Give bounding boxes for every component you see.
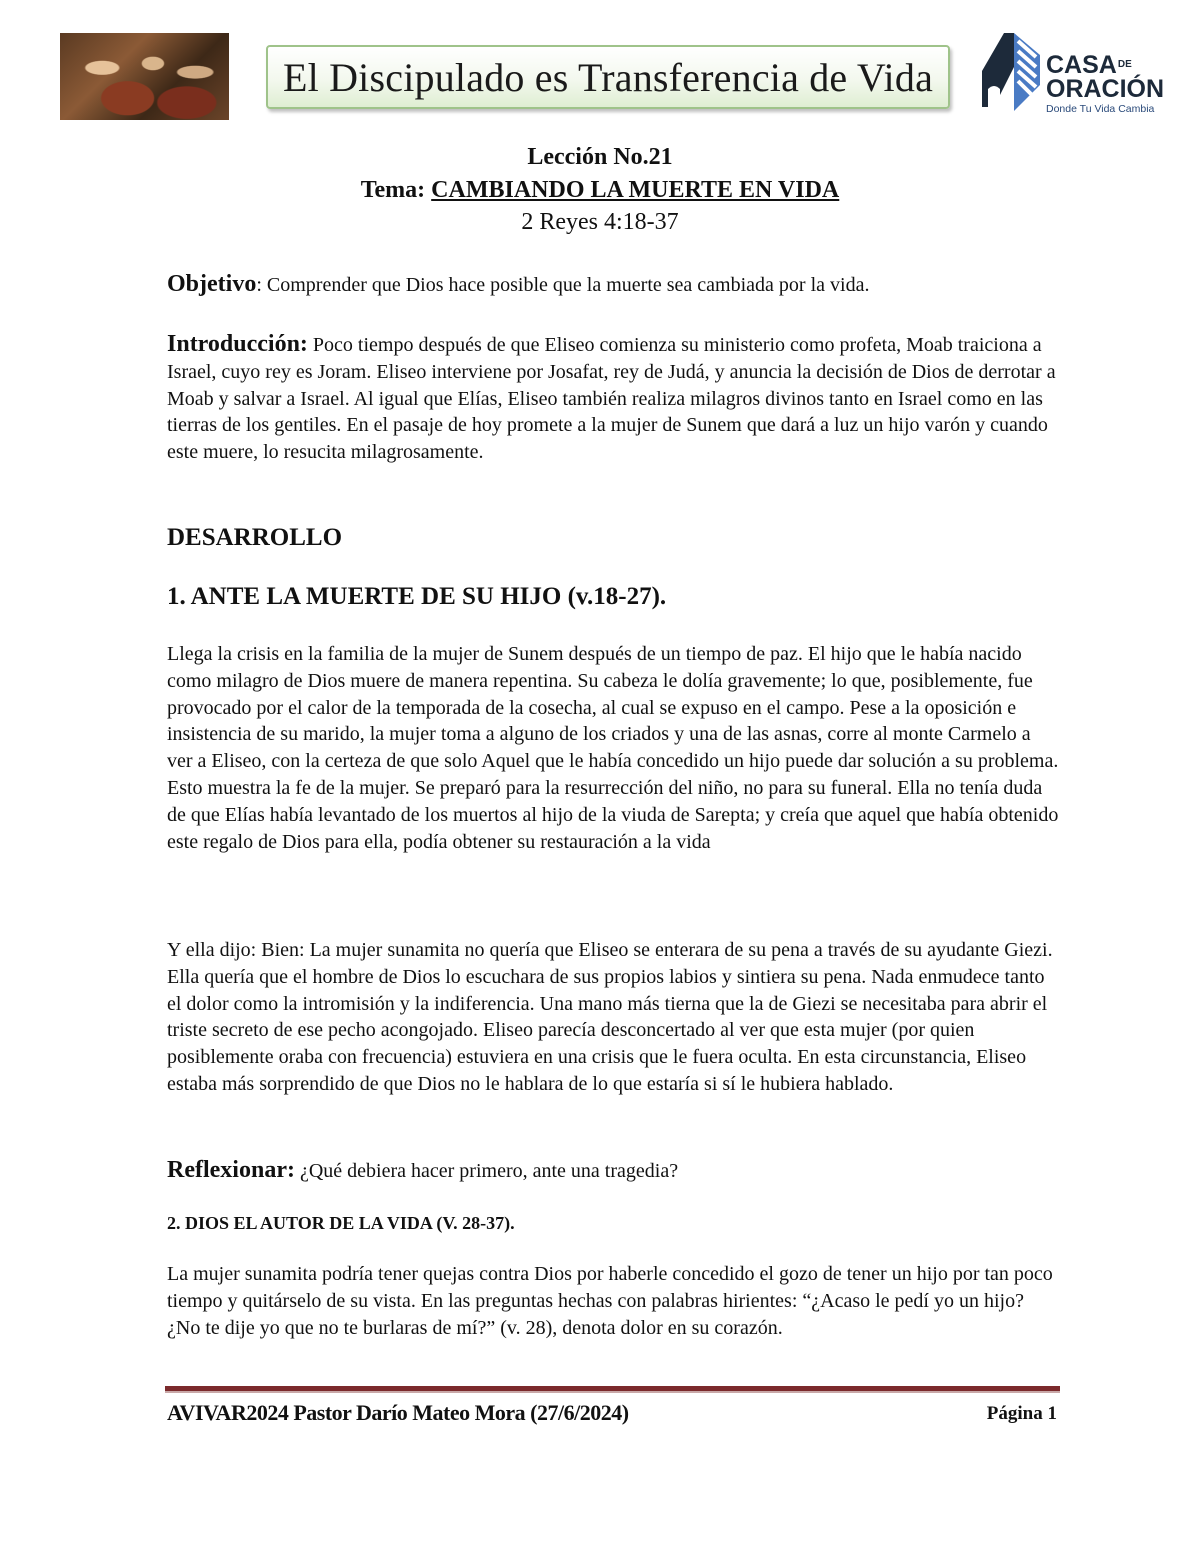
lesson-number: Lección No.21	[527, 144, 673, 170]
development-heading: DESARROLLO	[167, 524, 343, 551]
scripture-reference: 2 Reyes 4:18-37	[521, 209, 679, 235]
document-title-banner	[266, 45, 950, 109]
casa-de-oracion-logo	[974, 27, 1174, 119]
logo-mark-icon	[974, 27, 1048, 119]
reflection-text: ¿Qué debiera hacer primero, ante una tragedia?	[294, 1160, 679, 1182]
objective-label: Objetivo	[167, 271, 257, 297]
section-2-paragraph-1: La mujer sunamita podría tener quejas contra Dios por haberle concedido el gozo de tener un hijo por tan poco tiempo y quitárselo de su vista. En las preguntas hechas con palabras hirientes: “¿Acaso le pedí yo un hijo? ¿No te dije yo que no te burlaras de mí?” (v. 28), denota dolor en su corazón.	[167, 1263, 1053, 1339]
reflection-paragraph	[167, 1157, 1060, 1185]
logo-word-de: DE	[1117, 59, 1132, 70]
logo-word-casa: CASA	[1046, 51, 1117, 79]
document-title: El Discipulado es Transferencia de Vida	[282, 54, 934, 100]
logo-tagline: Donde Tu Vida Cambia	[1046, 103, 1155, 115]
introduction-paragraph	[167, 331, 1060, 466]
section-2-heading: 2. DIOS EL AUTOR DE LA VIDA (V. 28-37).	[167, 1213, 515, 1233]
lesson-topic	[0, 177, 1200, 204]
objective-text: : Comprender que Dios hace posible que la muerte sea cambiada por la vida.	[256, 274, 870, 296]
logo-word-oracion: ORACIÓN	[1046, 75, 1165, 103]
header-photo	[60, 33, 229, 120]
introduction-label: Introducción:	[167, 331, 308, 357]
lesson-topic-label: Tema:	[360, 177, 426, 203]
footer-author: AVIVAR2024 Pastor Darío Mateo Mora (27/6/2024)	[167, 1400, 629, 1425]
section-1-heading: 1. ANTE LA MUERTE DE SU HIJO (v.18-27).	[167, 583, 667, 610]
footer-divider	[165, 1386, 1060, 1391]
reflection-label: Reflexionar:	[167, 1157, 295, 1183]
section-1-paragraph-1: Llega la crisis en la familia de la mujer de Sunem después de un tiempo de paz. El hijo que le había nacido como milagro de Dios muere de manera repentina. Su cabeza le dolía gravemente; lo que, posiblemente, fue provocado por el calor de la temporada de la cosecha, al cual se expuso en el campo. Pese a la oposición e insistencia de su marido, la mujer toma a alguno de los criados y una de las asnas, corre al monte Carmelo a ver a Eliseo, con la certeza de que solo Aquel que le había concedido un hijo puede dar solución a su problema. Esto muestra la fe de la mujer. Se preparó para la resurrección del niño, no para su funeral. Ella no tenía duda de que Elías había levantado de los muertos al hijo de la viuda de Sarepta; y creía que aquel que había obtenido este regalo de Dios para ella, podía obtener su restauración a la vida	[167, 643, 1059, 853]
objective-paragraph	[167, 271, 1060, 299]
section-1-paragraph-2: Y ella dijo: Bien: La mujer sunamita no quería que Eliseo se enterara de su pena a través de su ayudante Giezi. Ella quería que el hombre de Dios lo escuchara de sus propios labios y sintiera su pena. Nada enmudece tanto el dolor como la intromisión y la indiferencia. Una mano más tierna que la de Giezi se necesitaba para abrir el triste secreto de ese pecho acongojado. Eliseo parecía desconcertado al ver que esta mujer (por quien posiblemente oraba con frecuencia) estuviera en una crisis que le fuera oculta. En esta circunstancia, Eliseo estaba más sorprendido de que Dios no le hablara de lo que estaría si sí le hubiera hablado.	[167, 939, 1053, 1095]
introduction-text: Poco tiempo después de que Eliseo comienza su ministerio como profeta, Moab traiciona a Israel, cuyo rey es Joram. Eliseo interviene por Josafat, rey de Judá, y anuncia la decisión de Dios de derrotar a Moab y salvar a Israel. Al igual que Elías, Eliseo también realiza milagros divinos tanto en Israel como en las tierras de los gentiles. En el pasaje de hoy promete a la mujer de Sunem que dará a luz un hijo varón y cuando este muere, lo resucita milagrosamente.	[167, 334, 1056, 464]
page-number: Página 1	[986, 1403, 1057, 1424]
lesson-topic-title: CAMBIANDO LA MUERTE EN VIDA	[431, 177, 840, 203]
